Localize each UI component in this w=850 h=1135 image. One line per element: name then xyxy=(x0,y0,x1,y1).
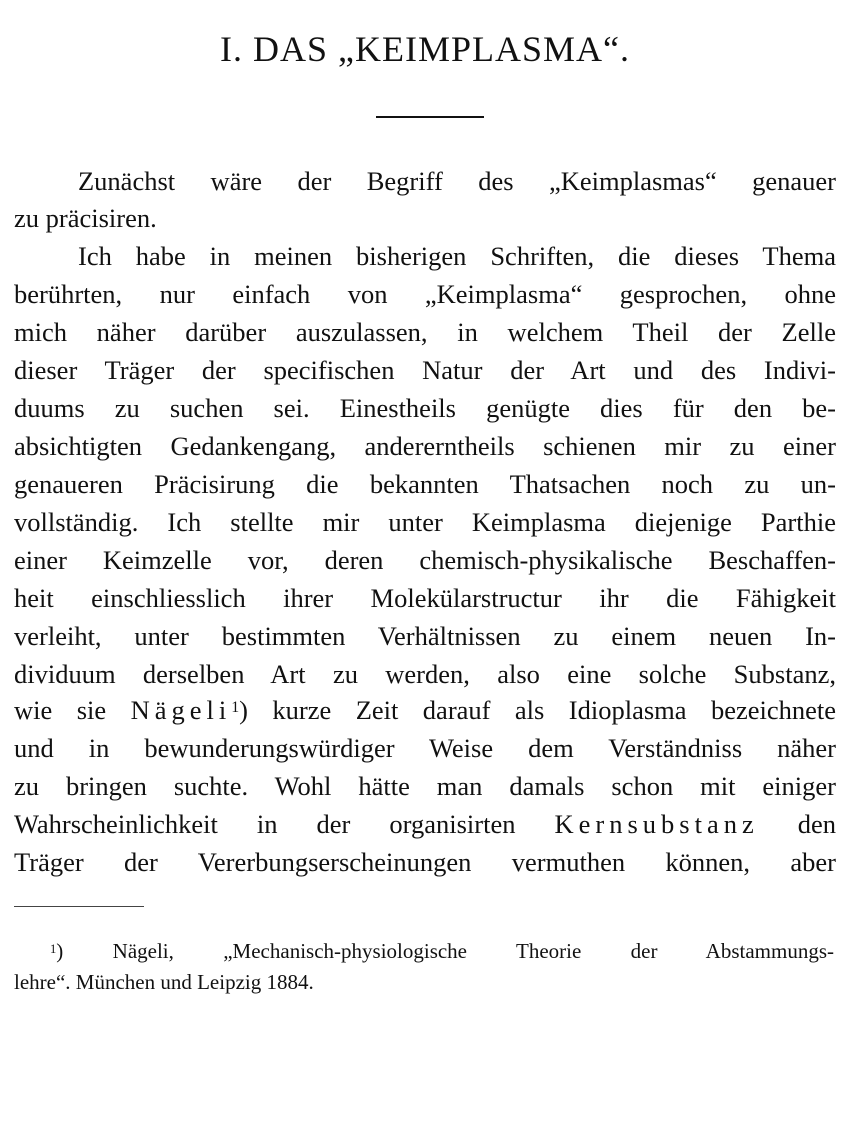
body-line-7: duums zu suchen sei. Einestheils genügte dies für den be- xyxy=(14,393,836,423)
footnote-marker: 1 xyxy=(50,942,57,956)
footnote-line-1 xyxy=(50,936,834,966)
body-line-4: berührten, nur einfach von „Keimplasma“ gesprochen, ohne xyxy=(14,279,836,309)
footnote-divider xyxy=(14,906,144,907)
body-line-11: einer Keimzelle vor, deren chemisch-physikalische Beschaffen- xyxy=(14,545,836,575)
body-line-8: absichtigten Gedankengang, andererntheils schienen mir zu einer xyxy=(14,431,836,461)
line-15-end: ) kurze Zeit darauf als Idioplasma bezeichnete xyxy=(239,695,837,725)
body-line-2: zu präcisiren. xyxy=(14,203,157,233)
body-line-19: Träger der Vererbungserscheinungen vermuthen können, aber xyxy=(14,847,836,877)
title-divider xyxy=(376,116,484,118)
body-line-9: genaueren Präcisirung die bekannten Thatsachen noch zu un- xyxy=(14,469,836,499)
body-line-12: heit einschliesslich ihrer Molekülarstructur ihr die Fähigkeit xyxy=(14,583,836,613)
line-15-start: wie sie xyxy=(14,695,107,725)
footnote-text-1: ) Nägeli, „Mechanisch-physiologische Theorie der Abstammungs- xyxy=(56,939,834,963)
body-line-14: dividuum derselben Art zu werden, also eine solche Substanz, xyxy=(14,659,836,689)
body-line-1: Zunächst wäre der Begriff des „Keimplasmas“ genauer xyxy=(78,166,836,196)
body-line-15 xyxy=(14,691,836,729)
body-line-10: vollständig. Ich stellte mir unter Keimplasma diejenige Parthie xyxy=(14,507,836,537)
emphasis-kernsubstanz: Kernsubstanz xyxy=(554,809,759,839)
body-line-6: dieser Träger der specifischen Natur der Art und des Indivi- xyxy=(14,355,836,385)
line-18-start: Wahrscheinlichkeit in der organisirten xyxy=(14,809,516,839)
body-line-5: mich näher darüber auszulassen, in welchem Theil der Zelle xyxy=(14,317,836,347)
author-naegeli: Nägeli xyxy=(130,695,232,725)
footnote-line-2: lehre“. München und Leipzig 1884. xyxy=(14,970,314,994)
body-line-17: zu bringen suchte. Wohl hätte man damals schon mit einiger xyxy=(14,771,836,801)
line-18-end: den xyxy=(797,809,837,839)
body-line-18 xyxy=(14,805,836,843)
chapter-title: I. DAS „KEIMPLASMA“. xyxy=(220,29,630,69)
body-line-3: Ich habe in meinen bisherigen Schriften, die dieses Thema xyxy=(78,241,836,271)
footnote-ref-marker: 1 xyxy=(231,699,240,716)
body-line-16: und in bewunderungswürdiger Weise dem Verständniss näher xyxy=(14,733,836,763)
body-line-13: verleiht, unter bestimmten Verhältnissen zu einem neuen In- xyxy=(14,621,836,651)
